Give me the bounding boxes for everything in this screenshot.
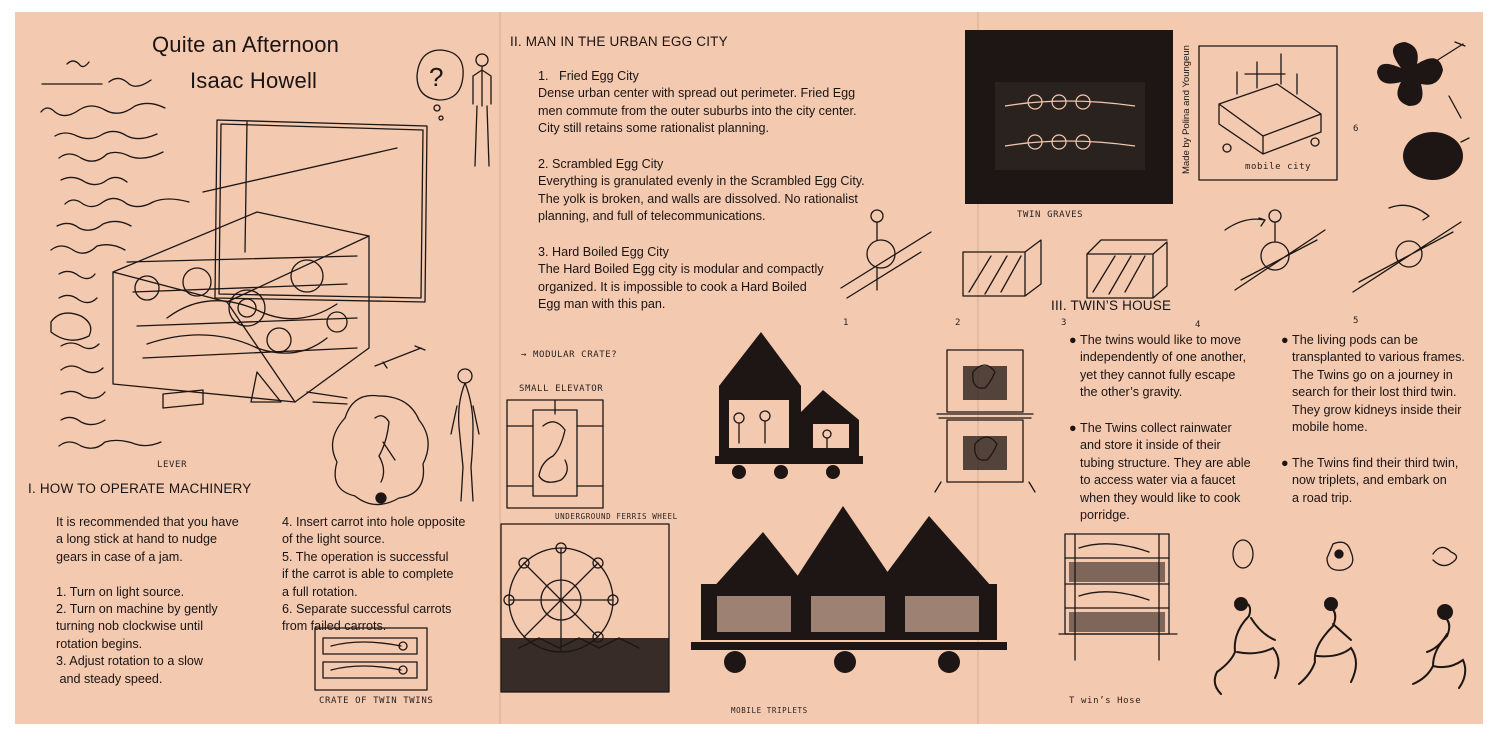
text-line: porridge.: [1080, 508, 1130, 523]
instructions-col2: [282, 514, 465, 636]
text-line: tubing structure. They are able: [1080, 455, 1251, 470]
text-line: The yolk is broken, and walls are dissolved. No rationalist: [538, 191, 858, 206]
rotating-lever-sketch: [1221, 200, 1331, 300]
text-line: 6. Separate successful carrots: [282, 602, 452, 617]
twins-bullet: [1069, 420, 1251, 524]
modular-crate-note: → MODULAR CRATE?: [521, 350, 618, 360]
stacked-frames-sketch: [933, 342, 1037, 492]
machine-sketch: [107, 112, 447, 422]
rotating-lever-sketch: [837, 202, 937, 312]
text-line: The Hard Boiled Egg city is modular and compactly: [538, 262, 824, 277]
twins-bullet: [1069, 332, 1246, 402]
striped-cubes-sketch: [957, 234, 1183, 300]
text-line: from failed carrots.: [282, 619, 387, 634]
mobile-triplets-sketch: [691, 496, 1011, 696]
crouching-figures-sketch: [1211, 596, 1473, 700]
item-title: 1. Fried Egg City: [538, 69, 639, 83]
text-line: Dense urban center with spread out perimeter. Fried Egg: [538, 86, 856, 101]
twins-bullet: [1281, 332, 1465, 436]
bullet-dot: ●: [1069, 421, 1077, 435]
text-line: now triplets, and embark on: [1292, 473, 1447, 488]
text-line: planning, and full of telecommunications.: [538, 209, 766, 224]
lever-sketch: [371, 342, 431, 372]
text-line: rotation begins.: [56, 636, 143, 651]
mannequin-sketch: [467, 52, 497, 172]
text-line: the other’s gravity.: [1080, 385, 1183, 400]
text-line: Everything is granulated evenly in the Scrambled Egg City.: [538, 174, 865, 189]
crate-sketch: [311, 624, 433, 696]
small-elevator-label: SMALL ELEVATOR: [519, 384, 604, 394]
text-line: of the light source.: [282, 532, 385, 547]
triplets-label: MOBILE TRIPLETS: [731, 706, 808, 715]
bullet-dot: ●: [1069, 333, 1077, 347]
text-line: a full rotation.: [282, 584, 358, 599]
text-line: gears in case of a jam.: [56, 549, 183, 564]
item-title: 2. Scrambled Egg City: [538, 157, 664, 171]
text-line: The Twins collect rainwater: [1080, 421, 1232, 435]
text-line: independently of one another,: [1080, 350, 1246, 365]
instructions-col1: [56, 514, 239, 688]
twins-bullet: [1281, 455, 1459, 507]
step-number: 1: [843, 318, 850, 328]
twins-house-label: T win’s Hose: [1069, 696, 1142, 706]
text-line: turning nob clockwise until: [56, 619, 204, 634]
ferris-label: UNDERGROUND FERRIS WHEEL: [555, 512, 678, 521]
text-line: yet they cannot fully escape: [1080, 367, 1236, 382]
author-name: Isaac Howell: [190, 68, 318, 93]
step-number: 3: [1061, 318, 1068, 328]
text-line: transplanted to various frames.: [1292, 350, 1465, 365]
twin-graves-label: TWIN GRAVES: [1017, 210, 1084, 220]
text-line: 2. Turn on machine by gently: [56, 602, 218, 617]
svg-text:?: ?: [429, 62, 444, 92]
text-line: 3. Adjust rotation to a slow: [56, 654, 204, 669]
step-number: 2: [955, 318, 962, 328]
section-heading: III. TWIN’S HOUSE: [1051, 298, 1172, 313]
text-line: and store it inside of their: [1080, 438, 1221, 453]
text-line: if the carrot is able to complete: [282, 567, 454, 582]
standing-figure-sketch: [447, 366, 487, 506]
twins-house-frame-sketch: [1055, 528, 1183, 668]
bullet-dot: ●: [1281, 456, 1289, 470]
step-number: 4: [1195, 320, 1202, 330]
text-line: a road trip.: [1292, 490, 1353, 505]
text-line: a long stick at hand to nudge: [56, 532, 218, 547]
figure-thought-bubble: [331, 388, 441, 512]
text-line: organized. It is impossible to cook a Hard Boiled: [538, 279, 807, 294]
text-line: City still retains some rationalist planning.: [538, 121, 769, 136]
text-line: It is recommended that you have: [56, 515, 239, 529]
text-line: 1. Turn on light source.: [56, 584, 185, 599]
text-line: The twins would like to move: [1080, 333, 1241, 347]
rotating-lever-sketch: [1349, 198, 1469, 298]
bullet-dot: ●: [1281, 333, 1289, 347]
egg-city-fried: [538, 68, 857, 138]
mobile-city-label: mobile city: [1245, 162, 1312, 172]
text-line: The Twins go on a journey in: [1292, 367, 1453, 382]
text-line: mobile home.: [1292, 420, 1368, 435]
text-line: They grow kidneys inside their: [1292, 402, 1462, 417]
text-line: The living pods can be: [1292, 333, 1419, 347]
text-line: 4. Insert carrot into hole opposite: [282, 515, 466, 529]
text-line: The Twins find their third twin,: [1292, 456, 1459, 470]
text-line: men commute from the outer suburbs into the city center.: [538, 103, 857, 118]
step-number: 5: [1353, 316, 1360, 326]
egg-city-hard-boiled: [538, 244, 824, 314]
twin-graves-sketch: [965, 30, 1175, 206]
text-line: when they would like to cook: [1080, 490, 1241, 505]
egg-city-scrambled: [538, 156, 865, 226]
ferris-wheel-sketch: [499, 520, 671, 696]
crate-label: CRATE OF TWIN TWINS: [319, 696, 434, 706]
page-title: Quite an Afternoon: [152, 32, 340, 57]
section-heading: I. HOW TO OPERATE MACHINERY: [28, 481, 252, 496]
text-line: and steady speed.: [56, 671, 163, 686]
text-line: to access water via a faucet: [1080, 473, 1236, 488]
question-thought-bubble: [411, 46, 467, 122]
text-line: [56, 566, 239, 583]
zine-spread: [15, 12, 1483, 724]
house-on-wheels-sketch: [715, 328, 865, 480]
lever-label: LEVER: [157, 460, 188, 470]
eggs-sketch: [1227, 536, 1467, 576]
text-line: Egg man with this pan.: [538, 297, 666, 312]
credit-text: Made by Polina and Youngeun: [1181, 45, 1192, 174]
section-heading: II. MAN IN THE URBAN EGG CITY: [510, 34, 728, 49]
text-line: search for their lost third twin.: [1292, 385, 1457, 400]
elevator-sketch: [503, 396, 607, 514]
item-title: 3. Hard Boiled Egg City: [538, 245, 669, 259]
step-number: 6: [1353, 124, 1360, 134]
egg-pan-sketch: [1371, 38, 1471, 188]
text-line: 5. The operation is successful: [282, 549, 449, 564]
